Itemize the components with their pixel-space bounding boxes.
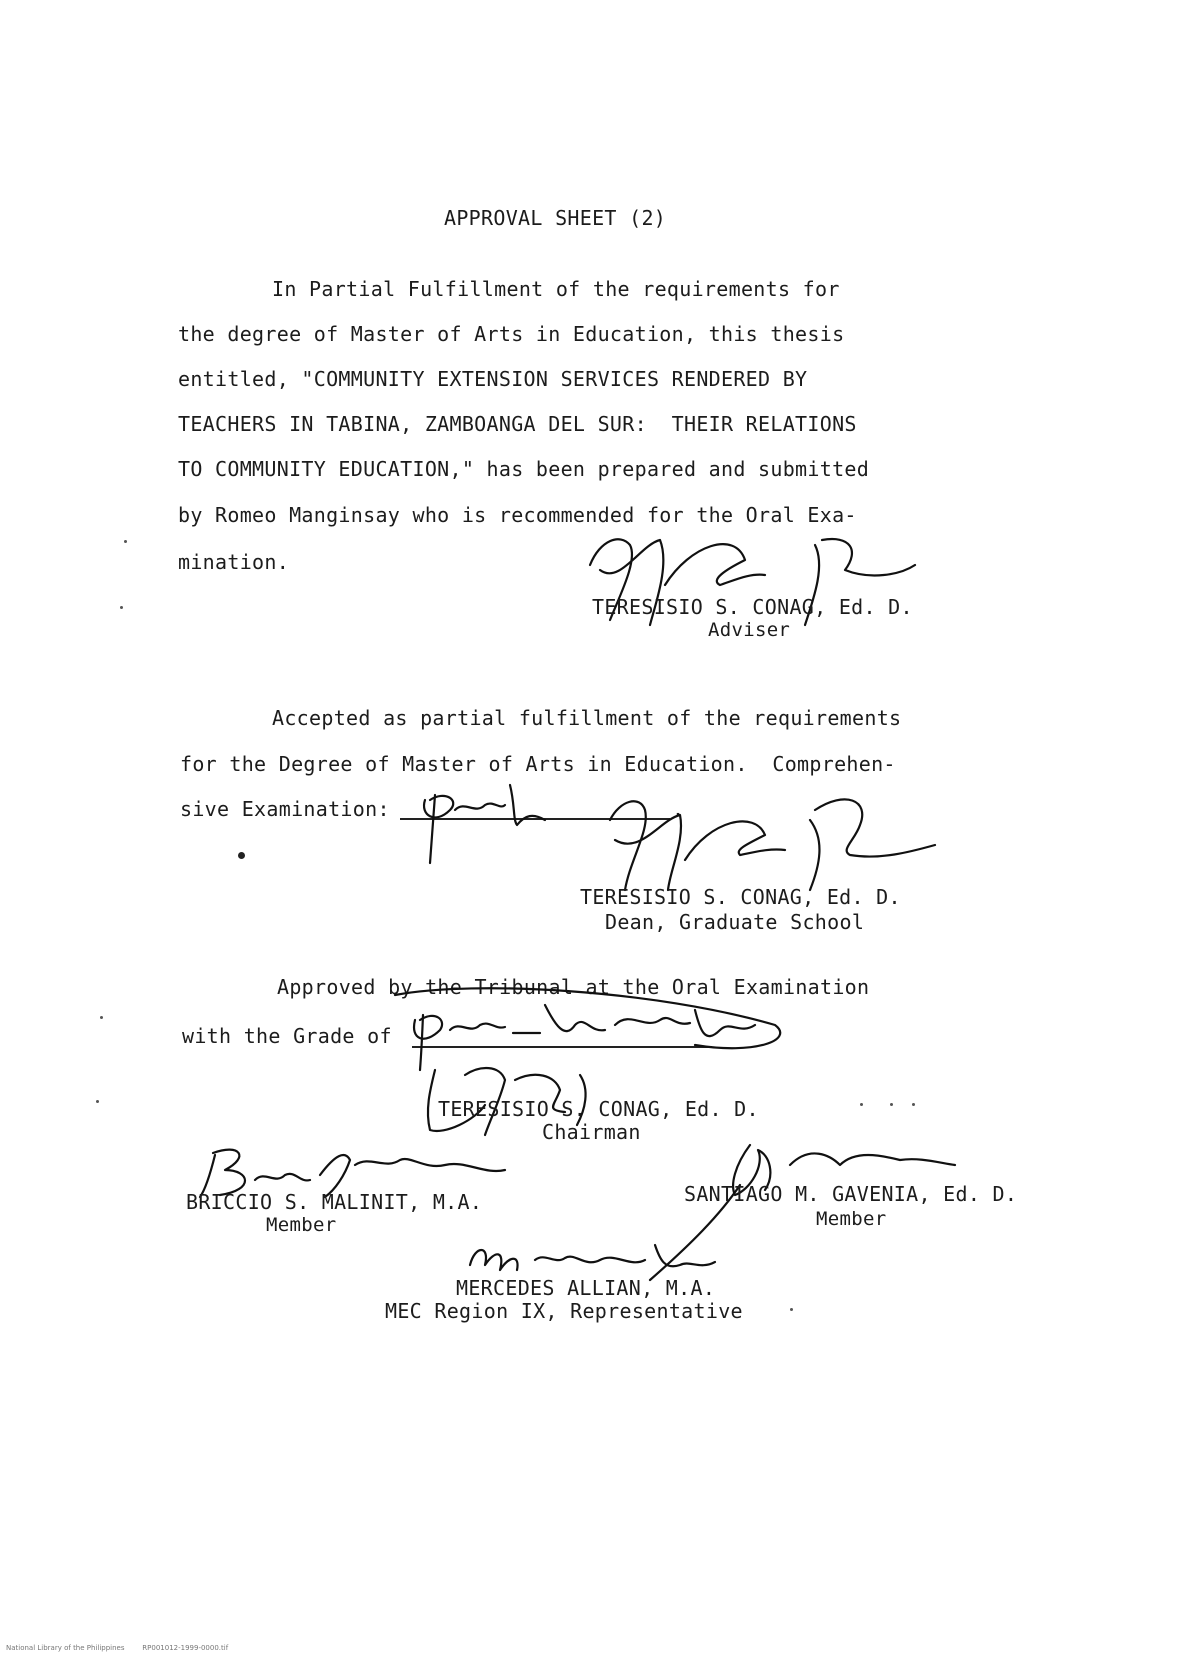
scan-speck xyxy=(790,1308,793,1311)
representative-role: MEC Region IX, Representative xyxy=(385,1299,743,1323)
scan-speck xyxy=(124,540,127,543)
scan-speck xyxy=(860,1103,863,1106)
paragraph1-line-6: by Romeo Manginsay who is recommended for the Oral Exa- xyxy=(178,503,857,527)
scan-speck xyxy=(890,1103,893,1106)
adviser-name: TERESISIO S. CONAG, Ed. D. xyxy=(592,595,913,619)
dean-name: TERESISIO S. CONAG, Ed. D. xyxy=(580,885,901,909)
paragraph1-line-7: mination. xyxy=(178,550,290,574)
paragraph1-line-1: In Partial Fulfillment of the requirements for xyxy=(272,277,840,301)
scan-speck xyxy=(238,852,245,859)
scan-speck xyxy=(912,1103,915,1106)
member-left-name: BRICCIO S. MALINIT, M.A. xyxy=(186,1190,483,1214)
scan-footer: National Library of the Philippines RP001012-1999-0000.tif xyxy=(6,1644,229,1652)
scan-speck xyxy=(100,1016,103,1019)
member-right-role: Member xyxy=(816,1208,887,1230)
paragraph3-line-1: Approved by the Tribunal at the Oral Examination xyxy=(277,975,870,999)
paragraph1-line-3: entitled, "COMMUNITY EXTENSION SERVICES RENDERED BY xyxy=(178,367,808,391)
page-title: APPROVAL SHEET (2) xyxy=(444,206,667,230)
dean-signature xyxy=(570,780,950,900)
chairman-name: TERESISIO S. CONAG, Ed. D. xyxy=(438,1097,759,1121)
paragraph3-line-2: with the Grade of xyxy=(182,1024,392,1048)
paragraph2-line-3: sive Examination: xyxy=(180,797,390,821)
scan-speck xyxy=(96,1100,99,1103)
exam-result-handwriting xyxy=(405,775,565,865)
member-left-role: Member xyxy=(266,1214,337,1236)
exam-result-period: . xyxy=(672,797,685,821)
paragraph2-line-1: Accepted as partial fulfillment of the requirements xyxy=(272,706,902,730)
member-right-name: SANTIAGO M. GAVENIA, Ed. D. xyxy=(684,1182,1018,1206)
paragraph1-line-4: TEACHERS IN TABINA, ZAMBOANGA DEL SUR: THEIR RELATIONS xyxy=(178,412,857,436)
scan-speck xyxy=(120,606,123,609)
paragraph2-line-2: for the Degree of Master of Arts in Education. Comprehen- xyxy=(180,752,896,776)
chairman-role: Chairman xyxy=(542,1120,641,1144)
representative-name: MERCEDES ALLIAN, M.A. xyxy=(456,1276,716,1300)
adviser-role: Adviser xyxy=(708,619,791,641)
paragraph1-line-5: TO COMMUNITY EDUCATION," has been prepared and submitted xyxy=(178,457,870,481)
dean-role: Dean, Graduate School xyxy=(605,910,865,934)
paragraph1-line-2: the degree of Master of Arts in Education, this thesis xyxy=(178,322,845,346)
